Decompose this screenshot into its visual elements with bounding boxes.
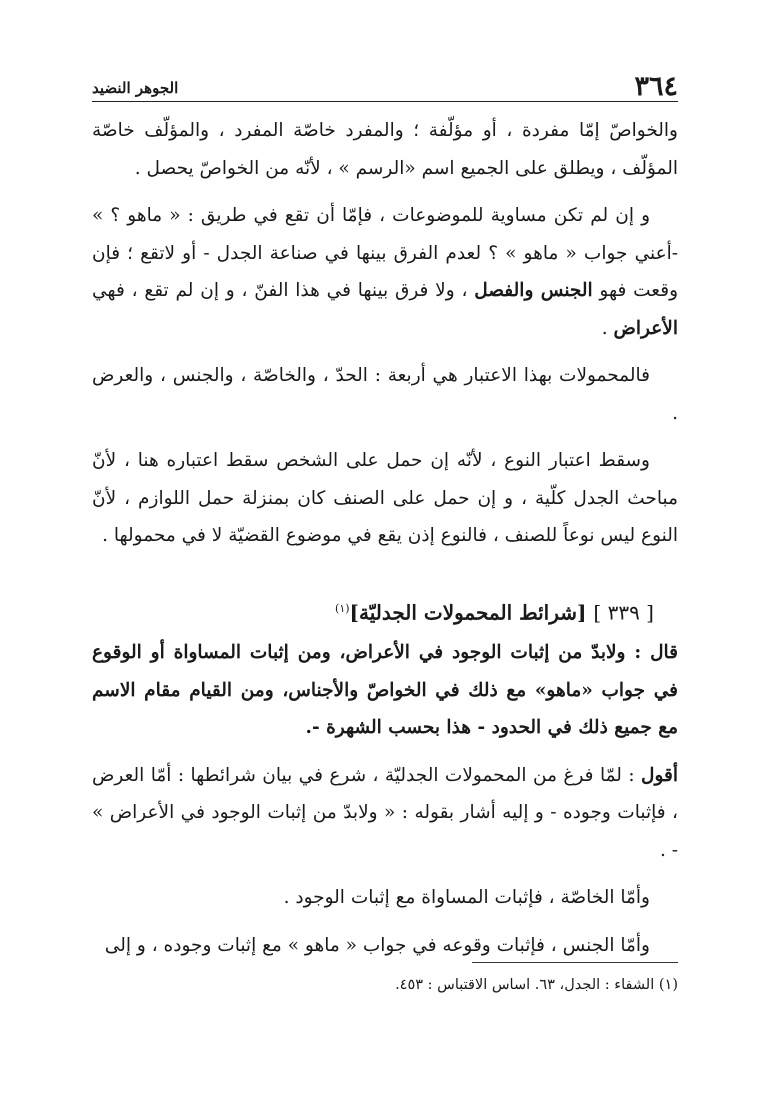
commentary-text: : لمّا فرغ من المحمولات الجدليّة ، شرع في بيان شرائطها : أمّا العرض ، فإثبات وجوده - و إليه أشار بقوله : « ولابدّ من إثبات الوجود في الأعراض » - . bbox=[92, 764, 678, 861]
term-jins: الجنس bbox=[540, 280, 593, 301]
commentary-paragraph bbox=[92, 757, 678, 870]
paragraph-mawduat-text-1: و إن لم تكن مساوية للموضوعات ، فإمّا أن تقع في طريق : « ماهو ؟ » -أعني جواب « ماهو » ؟ لعدم الفرق بينها في صناعة الجدل - أو لاتقع ؛ فإن وقعت فهو bbox=[92, 205, 679, 301]
paragraph-khassa: وأمّا الخاصّة ، فإثبات المساواة مع إثبات الوجود . bbox=[283, 887, 650, 909]
paragraph-khawass: والخواصّ إمّا مفردة ، أو مؤلّفة ؛ والمفرد خاصّة المفرد ، والمؤلّف خاصّة المؤلّف ، ويطلق على الجميع اسم «الرسم » ، لأنّه من الخواصّ يحصل . bbox=[92, 120, 678, 179]
running-head bbox=[92, 68, 678, 100]
matn-text: : ولابدّ من إثبات الوجود في الأعراض، ومن إثبات المساواة أو الوقوع في جواب «ماهو» مع ذلك في الخواصّ والأجناس، ومن القيام مقام الاسم مع جميع ذلك في الحدود - هذا بحسب الشهرة -. bbox=[92, 642, 678, 739]
paragraph-mawduat bbox=[92, 197, 678, 347]
page-number: ٣٦٤ bbox=[634, 71, 678, 102]
commentary-label: أقول bbox=[641, 764, 678, 786]
header-rule bbox=[92, 101, 678, 102]
footnote-marker: (١) bbox=[335, 601, 350, 615]
matn-paragraph bbox=[92, 634, 678, 747]
paragraph-mawduat-text-2: ، ولا فرق بينها في هذا الفنّ ، و إن لم تقع ، فهي bbox=[92, 280, 475, 301]
paragraph-mawduat-text-3: . bbox=[601, 317, 614, 339]
term-fasl: الفصل bbox=[474, 280, 525, 301]
section-title: [شرائط المحمولات الجدليّة] bbox=[349, 600, 587, 625]
matn-label: قال bbox=[650, 642, 678, 664]
paragraph-jins: وأمّا الجنس ، فإثبات وقوعه في جواب « ماهو » مع إثبات وجوده ، و إلى bbox=[104, 934, 650, 956]
section-number: [ ٣٣٩ ] bbox=[593, 600, 654, 625]
footnote-rule bbox=[472, 962, 678, 963]
section-heading bbox=[92, 587, 654, 635]
term-aarad: الأعراض bbox=[613, 317, 678, 339]
running-title: الجوهر النضيد bbox=[92, 79, 179, 97]
term-conjunction: و bbox=[524, 280, 541, 301]
paragraph-mahmulat: فالمحمولات بهذا الاعتبار هي أربعة : الحدّ ، والخاصّة ، والجنس ، والعرض . bbox=[92, 365, 678, 424]
footnote: (١) الشفاء : الجدل، ٦٣. اساس الاقتباس : ٤٥٣. bbox=[395, 977, 678, 993]
main-text bbox=[92, 112, 678, 964]
paragraph-naw: وسقط اعتبار النوع ، لأنّه إن حمل على الشخص سقط اعتباره هنا ، لأنّ مباحث الجدل كلّية ، و إن حمل على الصنف كان بمنزلة حمل اللوازم ، لأنّ النوع ليس نوعاً للصنف ، فالنوع إذن يقع في موضوع القضيّة لا في محمولها . bbox=[92, 450, 678, 546]
